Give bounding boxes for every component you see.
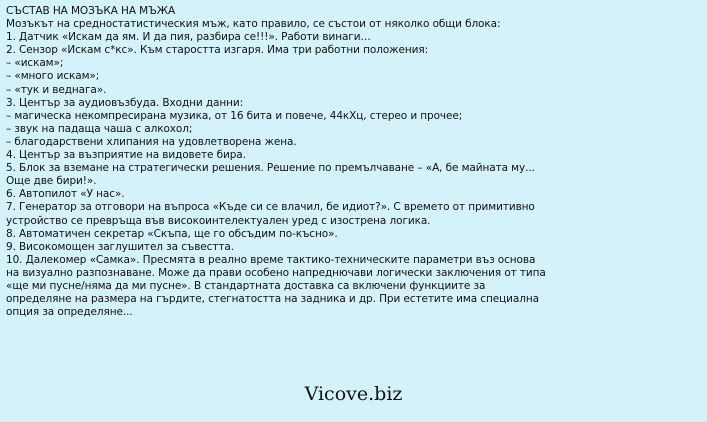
text-line: 9. Високомощен заглушител за съвестта. (6, 240, 234, 253)
article-body (6, 5, 702, 319)
text-line: 7. Генератор за отговори на въпроса «Къде си се влачил, бе идиот?». С времето от примитивно (6, 201, 535, 214)
text-line: 8. Автоматичен секретар «Скъпа, ще го обсъдим по-късно». (6, 227, 338, 240)
text-line: устройство се превръща във високоинтелектуален уред с изострена логика. (6, 214, 431, 227)
text-line: – «много искам»; (6, 70, 100, 83)
text-line: – «тук и веднага». (6, 83, 107, 96)
text-line: 4. Център за възприятие на видовете бира. (6, 149, 246, 162)
site-watermark: Vicove.biz (304, 383, 403, 405)
text-line: – «искам»; (6, 57, 64, 70)
text-line: опция за определяне... (6, 306, 133, 319)
text-line: 5. Блок за вземане на стратегически решения. Решение по премълчаване – «А, бе майната му... (6, 162, 535, 175)
text-line: «ще ми пусне/няма да ми пусне». В стандартната доставка са включени функциите за (6, 279, 486, 292)
text-line: Мозъкът на средностатистическия мъж, като правило, се състои от няколко общи блока: (6, 18, 501, 31)
text-line: – магическа некомпресирана музика, от 16 бита и повече, 44кХц, стерео и прочее; (6, 109, 463, 122)
article-title: СЪСТАВ НА МОЗЪКА НА МЪЖА (6, 5, 176, 17)
text-line: 1. Датчик «Искам да ям. И да пия, разбира се!!!». Работи винаги… (6, 31, 371, 44)
text-line: – звук на падаща чаша с алкохол; (6, 122, 193, 135)
text-line: – благодарствени хлипания на удовлетворена жена. (6, 135, 297, 148)
text-line: 3. Център за аудиовъзбуда. Входни данни: (6, 96, 244, 109)
text-line: 2. Сензор «Искам с*кс». Към старостта изгаря. Има три работни положения: (6, 44, 429, 57)
text-line: 6. Автопилот «У нас». (6, 188, 125, 201)
text-line: 10. Далекомер «Самка». Пресмята в реално време тактико-техническите параметри въз основа (6, 253, 536, 266)
text-line: на визуално разпознаване. Може да прави особено напреднючави логически заключения от типа (6, 266, 546, 279)
text-line: определяне на размера на гърдите, стегнатостта на задника и др. При естетите има специална (6, 293, 539, 306)
text-line: Още две бири!». (6, 175, 97, 188)
